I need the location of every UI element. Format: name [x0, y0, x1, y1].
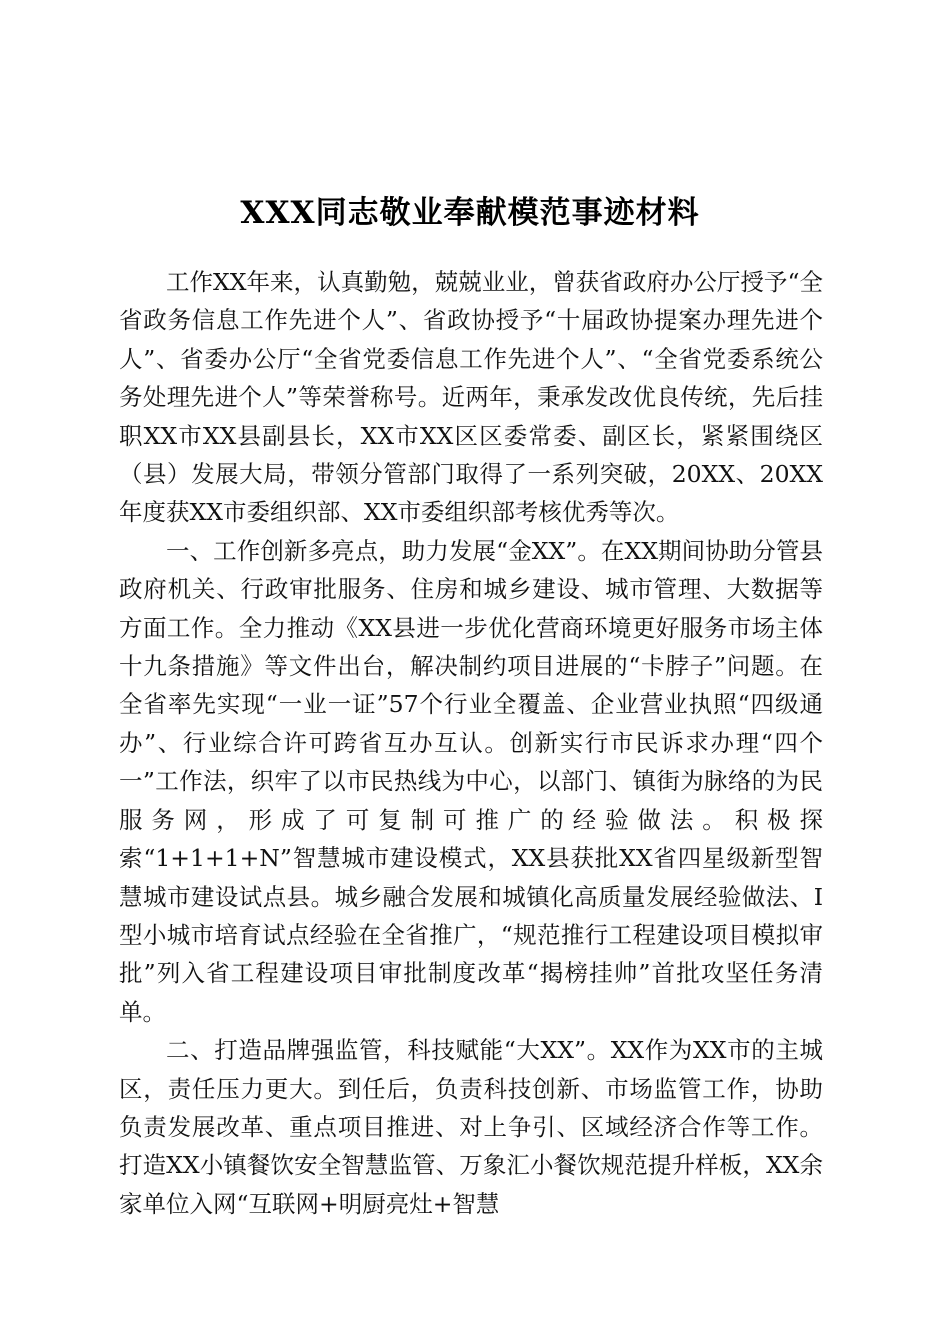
document-body [119, 263, 823, 1223]
document-title: XXX同志敬业奉献模范事迹材料 [240, 195, 700, 231]
paragraph-intro: 工作XX年来，认真勤勉，兢兢业业，曾获省政府办公厅授予“全省政务信息工作先进个人”、省政协授予“十届政协提案办理先进个人”、省委办公厅“全省党委信息工作先进个人”、“全省党委系统公务处理先进个人”等荣誉称号。近两年，秉承发改优良传统，先后挂职XX市XX县副县长，XX市XX区区委常委、副区长，紧紧围绕区（县）发展大局，带领分管部门取得了一系列突破，20XX、20XX年度获XX市委组织部、XX市委组织部考核优秀等次。 [119, 268, 823, 527]
paragraph-section-two: 二、打造品牌强监管，科技赋能“大XX”。XX作为XX市的主城区，责任压力更大。到任后，负责科技创新、市场监管工作，协助负责发展改革、重点项目推进、对上争引、区域经济合作等工作。打造XX小镇餐饮安全智慧监管、万象汇小餐饮规范提升样板，XX余家单位入网“互联网+明厨亮灶+智慧 [119, 1036, 823, 1218]
paragraph-section-one: 一、工作创新多亮点，助力发展“金XX”。在XX期间协助分管县政府机关、行政审批服务、住房和城乡建设、城市管理、大数据等方面工作。全力推动《XX县进一步优化营商环境更好服务市场主体十九条措施》等文件出台，解决制约项目进展的“卡脖子”问题。在全省率先实现“一业一证”57个行业全覆盖、企业营业执照“四级通办”、行业综合许可跨省互办互认。创新实行市民诉求办理“四个一”工作法，织牢了以市民热线为中心，以部门、镇街为脉络的为民服务网，形成了可复制可推广的经验做法。积极探索“1+1+1+N”智慧城市建设模式，XX县获批XX省四星级新型智慧城市建设试点县。城乡融合发展和城镇化高质量发展经验做法、Ⅰ型小城市培育试点经验在全省推广，“规范推行工程建设项目模拟审批”列入省工程建设项目审批制度改革“揭榜挂帅”首批攻坚任务清单。 [119, 536, 823, 1026]
